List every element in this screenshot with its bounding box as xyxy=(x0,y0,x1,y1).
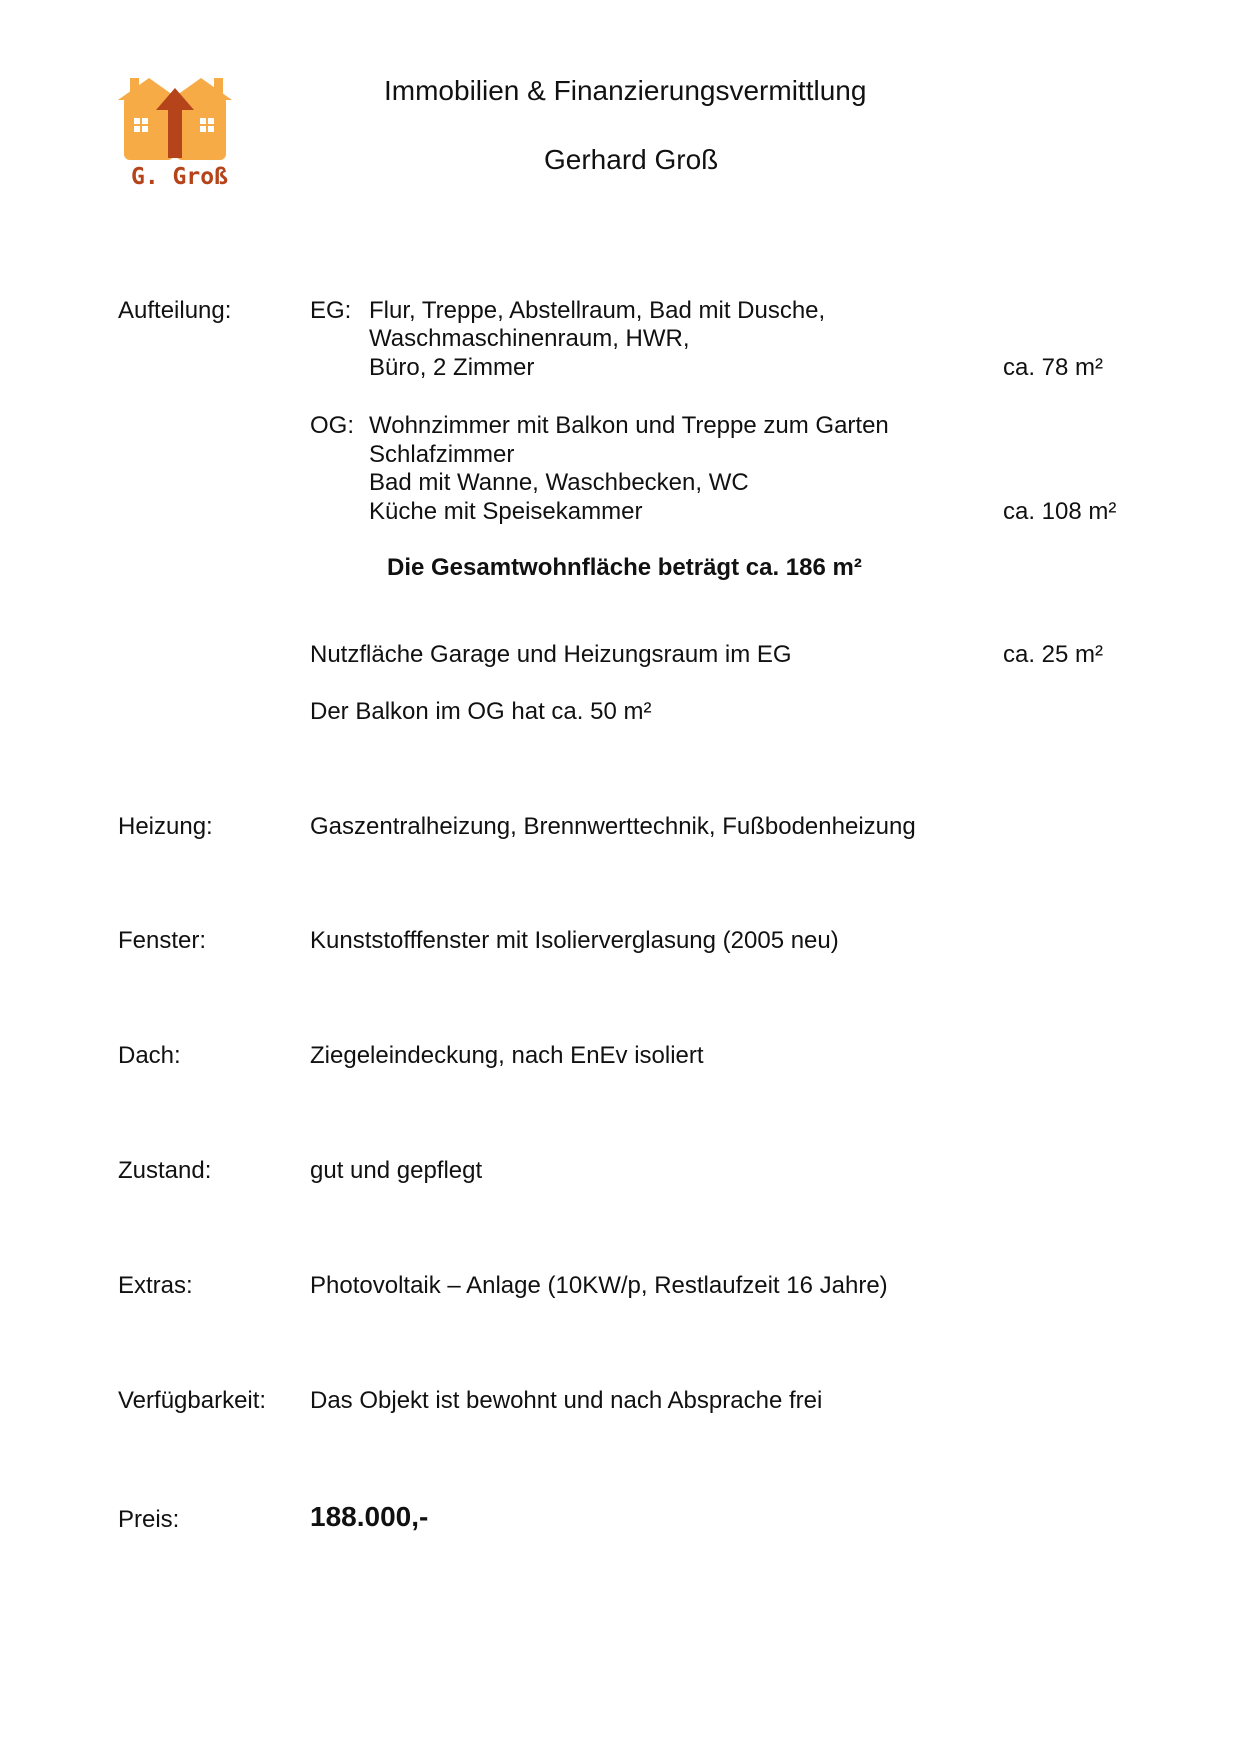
label-aufteilung: Aufteilung: xyxy=(118,297,232,324)
label-verfuegbarkeit: Verfügbarkeit: xyxy=(118,1387,267,1414)
label-heizung: Heizung: xyxy=(118,813,213,840)
value-preis: 188.000,- xyxy=(310,1501,429,1532)
value-fenster: Kunststofffenster mit Isolierverglasung (2005 neu) xyxy=(310,927,839,954)
og-prefix: OG: xyxy=(310,412,355,439)
balkon-text: Der Balkon im OG hat ca. 50 m² xyxy=(310,698,652,725)
nutzflaeche-area: ca. 25 m² xyxy=(1003,641,1104,668)
value-extras: Photovoltaik – Anlage (10KW/p, Restlaufzeit 16 Jahre) xyxy=(310,1272,888,1299)
label-dach: Dach: xyxy=(118,1042,181,1069)
value-heizung: Gaszentralheizung, Brennwerttechnik, Fußbodenheizung xyxy=(310,813,916,840)
eg-prefix: EG: xyxy=(310,297,352,324)
value-dach: Ziegeleindeckung, nach EnEv isoliert xyxy=(310,1042,704,1069)
eg-line-2: Waschmaschinenraum, HWR, xyxy=(369,325,690,352)
eg-line-1: Flur, Treppe, Abstellraum, Bad mit Dusche, xyxy=(369,297,826,324)
og-line-2: Schlafzimmer xyxy=(369,441,515,468)
value-zustand: gut und gepflegt xyxy=(310,1157,483,1184)
total-living-area: Die Gesamtwohnfläche beträgt ca. 186 m² xyxy=(387,554,862,581)
eg-area: ca. 78 m² xyxy=(1003,354,1104,381)
value-verfuegbarkeit: Das Objekt ist bewohnt und nach Absprache frei xyxy=(310,1387,823,1414)
nutzflaeche-text: Nutzfläche Garage und Heizungsraum im EG xyxy=(310,641,792,668)
logo-text: G. Groß xyxy=(131,164,228,190)
og-line-3: Bad mit Wanne, Waschbecken, WC xyxy=(369,469,749,496)
label-zustand: Zustand: xyxy=(118,1157,212,1184)
header-name-line: Gerhard Groß xyxy=(544,144,719,175)
label-fenster: Fenster: xyxy=(118,927,207,954)
header-company-line: Immobilien & Finanzierungsvermittlung xyxy=(384,75,867,106)
label-preis: Preis: xyxy=(118,1506,180,1533)
og-line-4: Küche mit Speisekammer xyxy=(369,498,643,525)
og-line-1: Wohnzimmer mit Balkon und Treppe zum Garten xyxy=(369,412,889,439)
label-extras: Extras: xyxy=(118,1272,193,1299)
eg-line-3: Büro, 2 Zimmer xyxy=(369,354,535,381)
og-area: ca. 108 m² xyxy=(1003,498,1117,525)
